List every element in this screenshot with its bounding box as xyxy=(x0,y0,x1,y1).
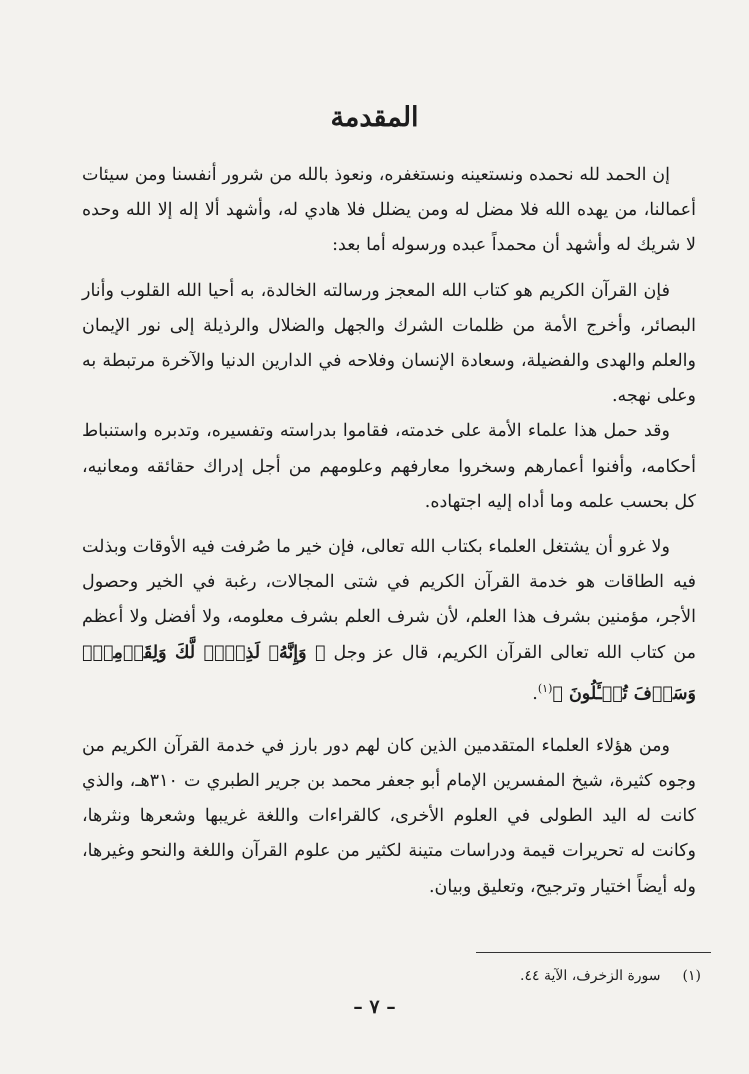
body-text xyxy=(82,158,696,905)
paragraph-2: فإن القرآن الكريم هو كتاب الله المعجز ورسالته الخالدة، به أحيا الله القلوب وأنار البصائر، وأخرج الأمة من ظلمات الشرك والجهل والضلال والرذيلة إلى نور الإيمان والعلم والهدى والفضيلة، وسعادة الإنسان وفلاحه في الدارين الدنيا والآخرة مرتبطة به وعلى نهجه. xyxy=(82,280,696,407)
paragraph-4: ولا غرو أن يشتغل العلماء بكتاب الله تعالى، فإن خير ما صُرفت فيه الأوقات وبذلت فيه الطاقات هو خدمة القرآن الكريم في شتى المجالات، رغبة في الخير وحصول الأجر، مؤمنين بشرف هذا العلم، لأن شرف العلم بشرف معلومه، ولا أفضل ولا أعظم من كتاب الله تعالى القرآن الكريم، قال عز وجل ﴿ وَإِنَّهُۥ لَذِكۡرٞ لَّكَ وَلِقَوۡمِكَۖ وَسَوۡفَ تُسۡـَٔلُونَ ﴾$^{(١)}$. xyxy=(82,537,696,704)
paragraph-3: وقد حمل هذا علماء الأمة على خدمته، فقاموا بدراسته وتفسيره، وتدبره واستنباط أحكامه، وأفنوا أعمارهم وسخروا معارفهم وعلومهم من أجل إدراك حقائقه ومعانيه، كل بحسب علمه وما أداه إليه اجتهاده. xyxy=(82,421,696,512)
footnote xyxy=(301,968,701,984)
quran-verse: ﴿ وَإِنَّهُۥ لَذِكۡرٞ لَّكَ وَلِقَوۡمِكَۖ وَسَوۡفَ تُسۡـَٔلُونَ ﴾ xyxy=(82,642,696,704)
footnote-number: (١) xyxy=(682,968,701,984)
page-number: – ٧ – xyxy=(353,996,396,1018)
footnote-text: سورة الزخرف، الآية ٤٤. xyxy=(520,968,661,984)
paragraph-5: ومن هؤلاء العلماء المتقدمين الذين كان لهم دور بارز في خدمة القرآن الكريم من وجوه كثيرة، شيخ المفسرين الإمام أبو جعفر محمد بن جرير الطبري ت ٣١٠هـ، والذي كانت له اليد الطولى في العلوم الأخرى، كالقراءات واللغة غريبها وشعرها ونثرها، وكانت له تحريرات قيمة ودراسات متينة لكثير من علوم القرآن واللغة والنحو وغيرها، وله أيضاً اختيار وترجيح، وتعليق وبيان. xyxy=(82,735,696,897)
paragraph-1: إن الحمد لله نحمده ونستعينه ونستغفره، ونعوذ بالله من شرور أنفسنا ومن سيئات أعمالنا، من يهده الله فلا مضل له ومن يضلل فلا هادي له، وأشهد ألا إله إلا الله وحده لا شريك له وأشهد أن محمداً عبده ورسوله أما بعد: xyxy=(82,165,696,256)
paragraph-4-text: ولا غرو أن يشتغل العلماء بكتاب الله تعالى، فإن خير ما صُرفت فيه الأوقات وبذلت فيه الطاقات هو خدمة القرآن الكريم في شتى المجالات، رغبة في الخير وحصول الأجر، مؤمنين بشرف هذا العلم، لأن شرف العلم بشرف معلومه، ولا أفضل ولا أعظم من كتاب الله تعالى القرآن الكريم، قال عز وجل xyxy=(82,537,696,663)
footnote-marker: (١) xyxy=(537,681,553,695)
page-title: المقدمة xyxy=(330,102,419,133)
footnote-divider xyxy=(476,952,711,953)
